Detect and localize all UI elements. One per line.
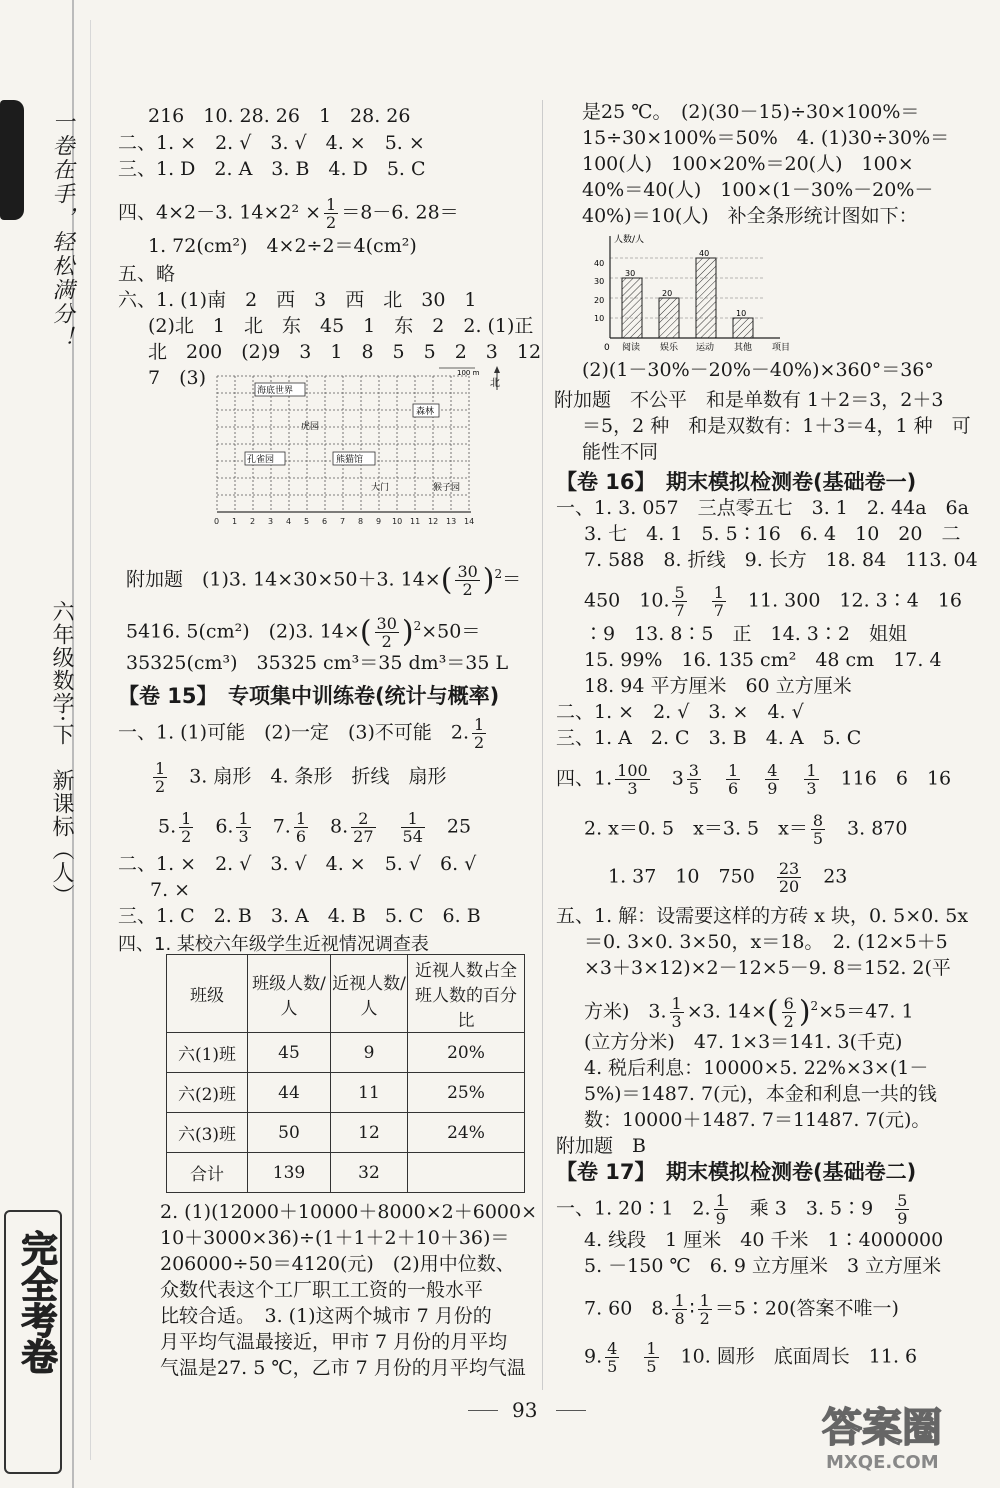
map-scale: 100 m <box>457 369 480 377</box>
watermark-logo: 答案圈 <box>822 1405 942 1451</box>
section-heading-16: 【卷 16】 期末模拟检测卷(基础卷一) <box>556 470 917 494</box>
fraction: $\frac{1}{2}$ <box>155 759 166 796</box>
table-row: 六(2)班 44 11 25% <box>167 1073 525 1113</box>
column-divider <box>542 100 543 1390</box>
line: 月平均气温最接近，甲市 7 月份的月平均 <box>160 1331 508 1353</box>
line: 7 (3) <box>148 367 207 389</box>
category-label: 娱乐 <box>660 343 679 353</box>
line: 35325(cm³) 35325 cm³＝35 dm³＝35 L <box>126 652 509 674</box>
map-tick: 2 <box>250 517 256 526</box>
map-tick: 10 <box>392 517 403 526</box>
line: 二、1. × 2. √ 3. × 4. √ <box>556 701 804 723</box>
line-with-fraction <box>118 196 459 231</box>
map-tick: 6 <box>322 517 328 526</box>
line: 7. × <box>150 879 191 901</box>
slogan: 一卷在手，轻松满分！ <box>49 110 74 350</box>
line: 15. 99% 16. 135 cm² 48 cm 17. 4 <box>584 649 942 671</box>
line-with-fractions: 四、1. $\frac{100}{3}$ 3 $\frac{3}{5}$ $\frac{1}{6}$ $\frac{4}{9}$ $\frac{1}{3}$ 116 6 16 <box>556 761 952 798</box>
text: ＝8－6. 28＝ <box>341 201 459 224</box>
line-with-fraction: 附加题 (1)3. 14×30×50＋3. 14×( $\frac{30}{2}$ )$^2$＝ <box>126 561 522 599</box>
fraction: $\frac{1}{2}$ <box>326 195 337 232</box>
section-heading-17: 【卷 17】 期末模拟检测卷(基础卷二) <box>556 1160 917 1184</box>
origin-label: 0 <box>604 343 610 353</box>
y-tick-label: 30 <box>594 277 605 286</box>
side-strip <box>0 0 98 1488</box>
bar-value-label: 40 <box>699 249 710 258</box>
bar <box>733 318 753 338</box>
line: (2)北 1 北 东 45 1 东 2 2. (1)正 <box>148 315 534 337</box>
map-tick: 9 <box>376 517 382 526</box>
line: 二、1. × 2. √ 3. √ 4. × 5. × <box>118 132 425 154</box>
line: 4. 税后利息：10000×5. 22%×3×(1－ <box>584 1057 929 1079</box>
line: 5%)＝1487. 7(元)，本金和利息一共的钱 <box>584 1083 937 1105</box>
map-tick: 1 <box>232 517 238 526</box>
text: 四、4×2－3. 14×2² × <box>118 201 322 224</box>
y-tick-label: 20 <box>594 296 605 305</box>
line: 10＋3000×36)÷(1＋1＋2＋10＋36)＝ <box>160 1227 510 1249</box>
line: ＝0. 3×0. 3×50，x＝18。 2. (12×5＋5 <box>584 931 948 953</box>
bar <box>622 278 642 338</box>
line: 北 200 (2)9 3 1 8 5 5 2 3 12 <box>148 341 542 363</box>
map-tick: 11 <box>410 517 421 526</box>
line: 216 10. 28. 26 1 28. 26 <box>148 105 411 127</box>
map-tick: 0 <box>214 517 220 526</box>
line: 三、1. C 2. B 3. A 4. B 5. C 6. B <box>118 905 481 927</box>
line: 15÷30×100%＝50% 4. (1)30÷30%＝ <box>582 127 950 149</box>
book-title: 六年级数学·下 新课标（人） <box>49 600 74 907</box>
table-header: 近视人数占全班人数的百分比 <box>408 955 525 1033</box>
brand-text: 完全考卷 <box>16 1230 58 1374</box>
x-axis-label: 项目 <box>772 343 791 353</box>
line: 100(人) 100×20%＝20(人) 100× <box>582 153 914 175</box>
category-label: 其他 <box>734 343 753 353</box>
fraction: $\frac{30}{2}$ <box>376 613 397 651</box>
bar-value-label: 30 <box>625 269 636 278</box>
line-with-fraction <box>118 716 489 751</box>
line-with-fraction: 2. x＝0. 5 x＝3. 5 x＝ $\frac{8}{5}$ 3. 870 <box>584 811 908 848</box>
line-with-fractions: 5. $\frac{1}{2}$ 6. $\frac{1}{3}$ 7. $\frac{1}{6}$ 8. $\frac{2}{27}$ $\frac{1}{54}$ 25 <box>158 809 472 846</box>
line: 4. 线段 1 厘米 40 千米 1∶4000000 <box>584 1229 944 1251</box>
line-with-fraction <box>150 760 447 795</box>
line: 能性不同 <box>582 441 659 463</box>
line: (立方分米) 47. 1×3＝141. 3(千克) <box>584 1031 903 1053</box>
fraction: $\frac{1}{2}$ <box>474 715 485 752</box>
category-label: 阅读 <box>622 343 641 353</box>
map-label: 大门 <box>371 483 390 493</box>
line: ∶9 13. 8∶5 正 14. 3∶2 姐姐 <box>584 623 907 645</box>
line: 5. －150 ℃ 6. 9 立方厘米 3 立方厘米 <box>584 1255 942 1277</box>
map-label: 虎园 <box>301 422 320 432</box>
line: (2)(1－30%－20%－40%)×360°＝36° <box>582 359 934 381</box>
map-tick: 14 <box>464 517 475 526</box>
map-tick: 4 <box>286 517 292 526</box>
table-header: 班级人数/人 <box>248 955 331 1033</box>
bar-chart <box>584 228 804 354</box>
line: 7. 588 8. 折线 9. 长方 18. 84 113. 04 <box>584 549 978 571</box>
line: 气温是27. 5 ℃，乙市 7 月份的月平均气温 <box>160 1357 526 1379</box>
map-label: 海底世界 <box>257 386 294 396</box>
text: 附加题 (1)3. 14×30×50＋3. 14× <box>126 568 441 591</box>
line: 数：10000＋1487. 7＝11487. 7(元)。 <box>584 1109 931 1131</box>
map-tick: 5 <box>304 517 310 526</box>
fraction: $\frac{30}{2}$ <box>457 561 478 599</box>
brand-logo <box>4 1210 62 1474</box>
table-row: 六(3)班 50 12 24% <box>167 1113 525 1153</box>
grid-map <box>205 364 505 539</box>
line: 比较合适。 3. (1)这两个城市 7 月份的 <box>160 1305 492 1327</box>
line: 2. (1)(12000＋10000＋8000×2＋6000× <box>160 1201 538 1223</box>
table-header: 近视人数/人 <box>331 955 408 1033</box>
line: 二、1. × 2. √ 3. √ 4. × 5. √ 6. √ <box>118 853 477 875</box>
table-title: 四、1. 某校六年级学生近视情况调查表 <box>118 934 429 955</box>
table-row: 六(1)班 45 9 20% <box>167 1033 525 1073</box>
map-tick: 8 <box>358 517 364 526</box>
map-tick: 7 <box>340 517 346 526</box>
line-with-fractions: 450 10. $\frac{5}{7}$ $\frac{1}{7}$ 11. 300 12. 3∶4 16 <box>584 583 963 620</box>
y-tick-label: 10 <box>594 314 605 323</box>
line: 一、1. 3. 057 三点零五七 3. 1 2. 44a 6a <box>556 497 969 519</box>
line: ＝5，2 种 和是双数有：1＋3＝4，1 种 可 <box>582 415 971 437</box>
bar-value-label: 10 <box>736 309 747 318</box>
table-row: 合计 139 32 <box>167 1153 525 1193</box>
text: ×50＝ <box>421 620 481 643</box>
survey-table <box>166 954 525 1193</box>
side-rule-2 <box>90 20 91 1460</box>
text: 5416. 5(cm²) (2)3. 14× <box>126 620 360 643</box>
footer-rule-left <box>468 1410 498 1411</box>
map-tick: 12 <box>428 517 439 526</box>
line: 1. 72(cm²) 4×2÷2＝4(cm²) <box>148 235 417 257</box>
line: 是25 ℃。 (2)(30－15)÷30×100%＝ <box>582 101 920 123</box>
bar <box>659 298 679 338</box>
y-axis-label: 人数/人 <box>614 235 645 245</box>
map-tick: 13 <box>446 517 457 526</box>
map-label: 猴子园 <box>433 483 461 493</box>
line: 五、1. 解：设需要这样的方砖 x 块，0. 5×0. 5x <box>556 905 969 927</box>
bar <box>696 258 716 338</box>
map-tick: 3 <box>268 517 274 526</box>
text: 3. 扇形 4. 条形 折线 扇形 <box>189 765 447 788</box>
map-north: 北 <box>490 378 500 389</box>
line-with-fractions: 方米) 3. $\frac{1}{3}$ ×3. 14×( $\frac{6}{2}$ )$^2$×5＝47. 1 <box>584 993 914 1031</box>
y-tick-label: 40 <box>594 259 605 268</box>
table-header: 班级 <box>167 955 248 1033</box>
map-label: 熊猫馆 <box>336 455 364 465</box>
page-number: 93 <box>512 1398 538 1422</box>
line: 40%＝40(人) 100×(1－30%－20%－ <box>582 179 934 201</box>
line: ×3＋3×12)×2－12×5－9. 8＝152. 2(平 <box>584 957 951 979</box>
line-with-fraction: 5416. 5(cm²) (2)3. 14×( $\frac{30}{2}$ )$^2$×50＝ <box>126 613 481 651</box>
line-with-fractions: 9. $\frac{4}{5}$ $\frac{1}{5}$ 10. 圆形 底面周长 11. 6 <box>584 1339 918 1376</box>
line: 附加题 不公平 和是单数有 1＋2＝3，2＋3 <box>554 389 944 411</box>
line-with-fraction: 1. 37 10 750 $\frac{23}{20}$ 23 <box>608 859 848 896</box>
line-with-fractions: 7. 60 8. $\frac{1}{8}$ ∶ $\frac{1}{2}$ ＝5∶20(答案不唯一) <box>584 1291 899 1328</box>
line: 3. 七 4. 1 5. 5∶16 6. 4 10 20 二 <box>584 523 961 545</box>
footer-rule-right <box>556 1410 586 1411</box>
brush-mark <box>0 100 24 220</box>
line: 18. 94 平方厘米 60 立方厘米 <box>584 675 852 697</box>
line: 三、1. D 2. A 3. B 4. D 5. C <box>118 158 426 180</box>
bar-value-label: 20 <box>662 289 673 298</box>
line: 40%)＝10(人) 补全条形统计图如下： <box>582 205 918 227</box>
line: 附加题 B <box>556 1135 646 1157</box>
line: 六、1. (1)南 2 西 3 西 北 30 1 <box>118 289 477 311</box>
section-heading-15: 【卷 15】 专项集中训练卷(统计与概率) <box>118 684 500 708</box>
line: 众数代表这个工厂职工工资的一般水平 <box>160 1279 484 1301</box>
map-label: 森林 <box>416 407 435 417</box>
line: 五、略 <box>118 263 176 285</box>
line-with-fractions: 一、1. 20∶1 2. $\frac{1}{9}$ 乘 3 3. 5∶9 $\frac{5}{9}$ <box>556 1191 908 1228</box>
watermark-site: MXQE.COM <box>826 1452 939 1473</box>
line: 206000÷50＝4120(元) (2)用中位数、 <box>160 1253 515 1275</box>
line: 三、1. A 2. C 3. B 4. A 5. C <box>556 727 862 749</box>
text: 一、1. (1)可能 (2)一定 (3)不可能 2. <box>118 721 470 744</box>
category-label: 运动 <box>696 343 715 353</box>
map-label: 孔雀园 <box>247 455 275 465</box>
